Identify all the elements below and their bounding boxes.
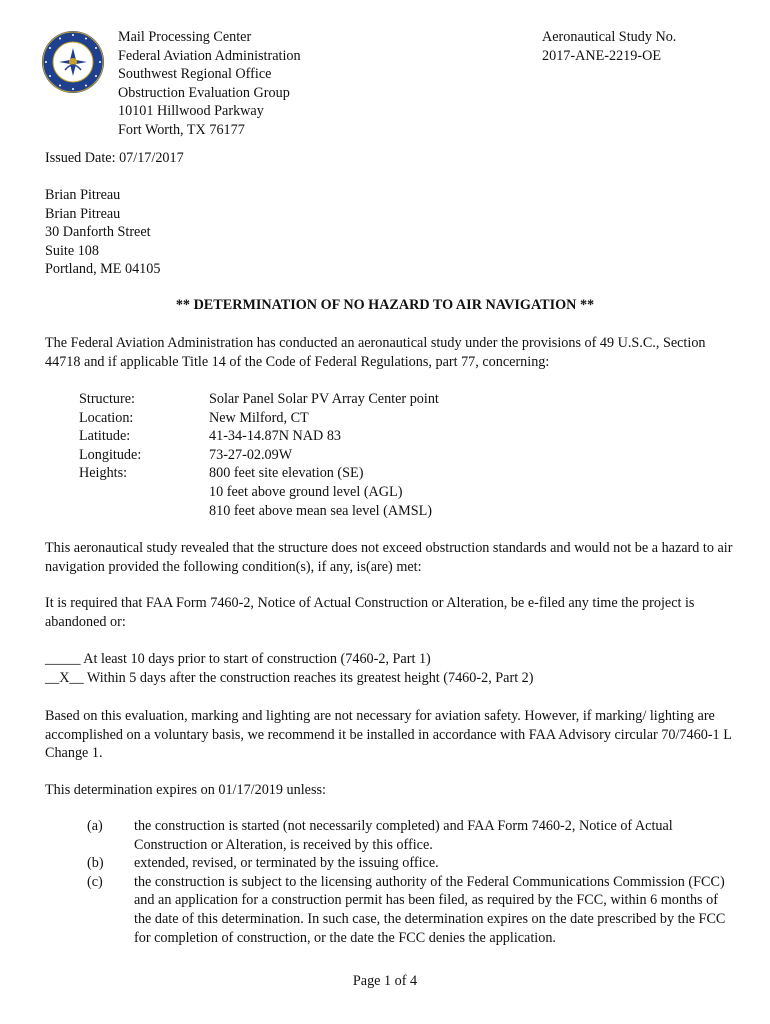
requirement-paragraph: It is required that FAA Form 7460-2, Notice of Actual Construction or Alteration, be e-filed any time the project is abandoned or:	[45, 595, 695, 630]
spec-label: Longitude:	[79, 446, 142, 463]
recipient-line: 30 Danforth Street	[45, 224, 151, 241]
address-line: Federal Aviation Administration	[118, 47, 301, 64]
page-number: Page 1 of 4	[352, 973, 418, 989]
spec-row-longitude	[79, 446, 439, 465]
recipient-line: Portland, ME 04105	[45, 261, 161, 278]
condition-letter: (c)	[87, 873, 103, 890]
spec-label: Location:	[79, 409, 134, 426]
spec-value: 10 feet above ground level (AGL)	[209, 483, 403, 500]
address-line: Southwest Regional Office	[118, 66, 272, 83]
spec-value: Solar Panel Solar PV Array Center point	[209, 391, 439, 407]
notice-option: _____ At least 10 days prior to start of construction (7460-2, Part 1)	[45, 651, 431, 667]
spec-label: Structure:	[79, 391, 135, 407]
determination-title: ** DETERMINATION OF NO HAZARD TO AIR NAVIGATION **	[175, 297, 595, 313]
recipient-line: Brian Pitreau	[45, 187, 121, 203]
spec-value: 800 feet site elevation (SE)	[209, 465, 364, 482]
condition-text: the construction is started (not necessarily completed) and FAA Form 7460-2, Notice of Actual Construction or Alteration, is received by this office.	[134, 818, 673, 853]
height-values	[209, 464, 432, 520]
condition-item	[45, 854, 735, 873]
condition-letter: (b)	[87, 855, 104, 872]
spec-row-structure	[79, 390, 439, 409]
spec-value: 41-34-14.87N NAD 83	[209, 428, 342, 445]
spec-value: 810 feet above mean sea level (AMSL)	[209, 502, 432, 519]
recipient-address	[45, 186, 160, 279]
address-line: 10101 Hillwood Parkway	[118, 103, 264, 120]
spec-value: 73-27-02.09W	[209, 446, 293, 463]
spec-value: New Milford, CT	[209, 409, 309, 426]
address-line: Mail Processing Center	[118, 29, 252, 45]
study-number: 2017-ANE-2219-OE	[542, 47, 661, 64]
study-finding-paragraph: This aeronautical study revealed that the structure does not exceed obstruction standards and would not be a hazard to air navigation provided the following condition(s), if any, is(are) met:	[45, 540, 733, 575]
recipient-line: Suite 108	[45, 242, 99, 259]
spec-label: Heights:	[79, 465, 128, 482]
intro-paragraph: The Federal Aviation Administration has conducted an aeronautical study under the provisions of 49 U.S.C., Section 44718 and if applicable Title 14 of the Code of Federal Regulations, part 77, concerning:	[45, 335, 706, 370]
condition-text: extended, revised, or terminated by the issuing office.	[134, 855, 439, 872]
spec-label: Latitude:	[79, 428, 131, 445]
sender-address	[118, 28, 301, 140]
condition-text: the construction is subject to the licensing authority of the Federal Communications Commission (FCC) and an application for a construction permit has been filed, as required by the FCC, within 6 months of the date of this determination. In such case, the determination expires on the date prescribed by the FCC for completion of construction, or the date the FCC denies the application.	[134, 873, 726, 946]
study-reference	[542, 28, 676, 65]
spec-row-latitude	[79, 427, 439, 446]
condition-letter: (a)	[87, 818, 103, 834]
issued-date: Issued Date: 07/17/2017	[45, 150, 184, 166]
faa-seal-icon	[41, 30, 105, 94]
marking-paragraph: Based on this evaluation, marking and lighting are not necessary for aviation safety. However, if marking/ lighting are accomplished on a voluntary basis, we recommend it be installed in accordance with FAA Advisory circular 70/7460-1 L Change 1.	[45, 708, 732, 762]
notice-options	[45, 650, 534, 687]
spec-row-heights	[79, 464, 439, 520]
structure-specs	[79, 390, 439, 520]
notice-option: __X__ Within 5 days after the construction reaches its greatest height (7460-2, Part 2)	[45, 669, 534, 686]
address-line: Obstruction Evaluation Group	[118, 84, 290, 101]
condition-item	[45, 873, 735, 947]
address-line: Fort Worth, TX 76177	[118, 121, 245, 138]
expiration-conditions	[45, 817, 735, 947]
spec-row-location	[79, 409, 439, 428]
expiration-paragraph: This determination expires on 01/17/2019 unless:	[45, 782, 326, 798]
condition-item	[45, 817, 735, 854]
study-label: Aeronautical Study No.	[542, 29, 677, 45]
recipient-line: Brian Pitreau	[45, 205, 121, 222]
